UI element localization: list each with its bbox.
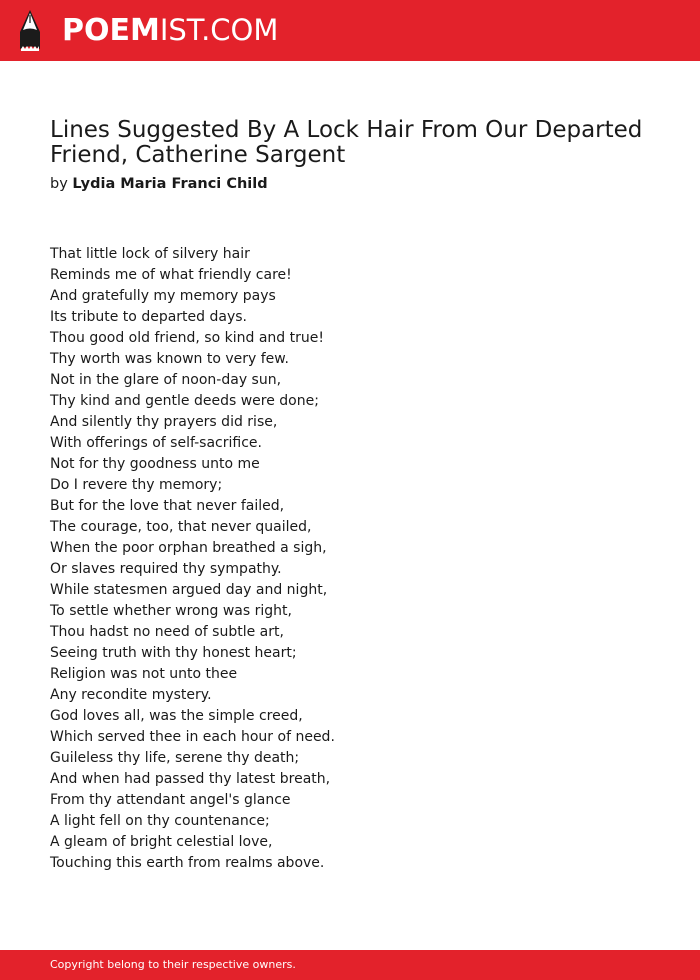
byline <box>50 174 268 194</box>
site-header <box>0 0 700 61</box>
poem-line: But for the love that never failed, <box>50 498 285 514</box>
poem-line: A gleam of bright celestial love, <box>50 834 273 850</box>
poem-line: From thy attendant angel's glance <box>50 792 291 808</box>
poem-line: While statesmen argued day and night, <box>50 582 328 598</box>
poem-line: When the poor orphan breathed a sigh, <box>50 540 327 556</box>
poem-line: Thy kind and gentle deeds were done; <box>50 393 319 409</box>
poem-line: Or slaves required thy sympathy. <box>50 561 282 577</box>
poem-line: To settle whether wrong was right, <box>50 603 292 619</box>
copyright-text: Copyright belong to their respective owners. <box>50 958 296 971</box>
poem-line: Religion was not unto thee <box>50 666 238 682</box>
poem-line: Thy worth was known to very few. <box>50 351 289 367</box>
logo-bold-text: POEM <box>62 13 160 48</box>
poem-line: Its tribute to departed days. <box>50 309 247 325</box>
poem-line: Reminds me of what friendly care! <box>50 267 292 283</box>
logo-light-text: IST.COM <box>159 13 279 47</box>
poem-line: Guileless thy life, serene thy death; <box>50 750 300 766</box>
poem-title: Lines Suggested By A Lock Hair From Our Departed Friend, Catherine Sargent <box>50 117 643 168</box>
poem-line: Thou good old friend, so kind and true! <box>50 330 324 346</box>
author-name: Lydia Maria Franci Child <box>72 176 268 192</box>
poem-line: God loves all, was the simple creed, <box>50 708 303 724</box>
poem-line: The courage, too, that never quailed, <box>50 519 312 535</box>
pen-nib-icon[interactable] <box>18 10 42 51</box>
poem-line: Seeing truth with thy honest heart; <box>50 645 297 661</box>
poem-line: Touching this earth from realms above. <box>50 855 325 871</box>
poem-line: Not in the glare of noon-day sun, <box>50 372 282 388</box>
poem-line: A light fell on thy countenance; <box>50 813 270 829</box>
site-logo[interactable] <box>62 12 278 49</box>
site-footer <box>0 950 700 980</box>
poem-line: And when had passed thy latest breath, <box>50 771 331 787</box>
poem-line: Not for thy goodness unto me <box>50 456 260 472</box>
poem-line: That little lock of silvery hair <box>50 246 250 262</box>
poem-line: And gratefully my memory pays <box>50 288 276 304</box>
poem-line: Thou hadst no need of subtle art, <box>50 624 284 640</box>
poem-line: With offerings of self-sacrifice. <box>50 435 262 451</box>
poem-line: Which served thee in each hour of need. <box>50 729 335 745</box>
poem-line: And silently thy prayers did rise, <box>50 414 278 430</box>
by-label: by <box>50 176 68 192</box>
poem-line: Do I revere thy memory; <box>50 477 223 493</box>
poem-line: Any recondite mystery. <box>50 687 212 703</box>
poem-body <box>50 244 335 874</box>
